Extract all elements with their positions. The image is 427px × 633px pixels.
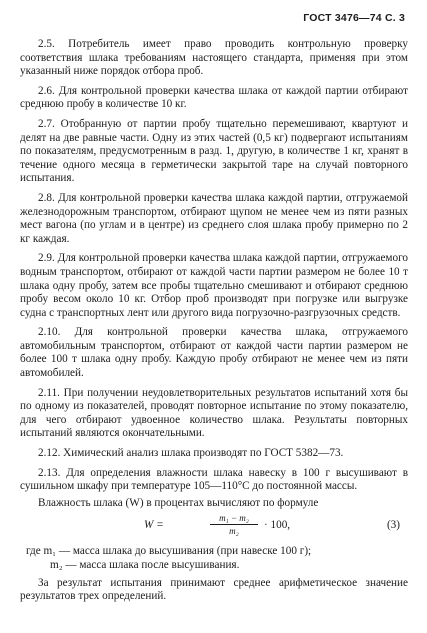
formula-multiplier: · 100, <box>264 519 291 532</box>
humidity-formula <box>20 513 408 539</box>
humidity-intro: Влажность шлака (W) в процентах вычисляют по формуле <box>38 496 319 509</box>
paragraph-2-10: 2.10. Для контрольной проверки качества шлака, отгружаемого автомобильным транспортом, отбирают от каждой части партии размером не более 100 т шлака одну пробу. Каждую пробу отбирают не менее чем из пяти автомобилей. <box>20 326 408 380</box>
paragraph-2-8: 2.8. Для контрольной проверки качества шлака каждой партии, отгружаемой железнодорожным транспортом, отбирают щупом не менее чем из пяти разных мест вагона (по углам и в центре) из среднего слоя шлака пробу примерно по 2 кг каждая. <box>20 191 408 245</box>
paragraph-2-12: 2.12. Химический анализ шлака производят по ГОСТ 5382—73. <box>38 447 344 460</box>
paragraph-2-5: 2.5. Потребитель имеет право проводить контрольную проверку соответствия шлака требованиям настоящего стандарта, применяя при этом указанный ниже порядок отбора проб. <box>20 38 408 78</box>
paragraph-2-6: 2.6. Для контрольной проверки качества шлака от каждой партии отбирают среднюю пробу в количестве 10 кг. <box>20 84 408 111</box>
formula-lhs: W = <box>144 519 164 532</box>
formula-legend <box>20 545 408 572</box>
paragraph-2-13: 2.13. Для определения влажности шлака навеску в 100 г высушивают в сушильном шкафу при температуре 105—110°С до постоянной массы. <box>20 466 408 493</box>
formula-fraction <box>210 513 258 536</box>
formula-numerator: m₁ − m₂ <box>219 513 249 524</box>
formula-denominator: m₂ <box>229 526 239 537</box>
paragraph-2-11: 2.11. При получении неудовлетворительных результатов испытаний хотя бы по одному из показателей, проводят повторное испытание по этому показателю, для чего отбирают удвоенное количество шлака. Результаты повторных испытаний являются окончательными. <box>20 386 408 440</box>
legend-m2: m₂ — масса шлака после высушивания. <box>50 559 240 571</box>
paragraph-2-7: 2.7. Отобранную от партии пробу тщательно перемешивают, квартуют и делят на две равные части. Одну из этих частей (0,5 кг) подвергают испытаниям по показателям, предусмотренным в разд. 1, другую, в количестве 1 кг, хранят в течение одного месяца в герметически закрытой таре на случай повторного испытания. <box>20 117 408 185</box>
document-body <box>20 38 408 610</box>
final-paragraph: За результат испытания принимают среднее арифметическое значение результатов трех определений. <box>20 576 408 603</box>
paragraph-2-9: 2.9. Для контрольной проверки качества шлака каждой партии, отгружаемого водным транспортом, отбирают от каждой части партии размером не более 10 т шлака одну пробу, затем все пробы тщательно смешивают и отбирают среднюю пробу весом около 10 кг. Отбор проб производят при погрузке или выгрузке судна с транспортных лент или другого вида погрузочно-разгрузочных средств. <box>20 252 409 319</box>
legend-m1: где m₁ — масса шлака до высушивания (при навеске 100 г); <box>26 545 312 558</box>
fraction-bar <box>210 524 258 525</box>
formula-number: (3) <box>386 519 400 532</box>
page-header: ГОСТ 3476—74 С. 3 <box>303 12 405 24</box>
